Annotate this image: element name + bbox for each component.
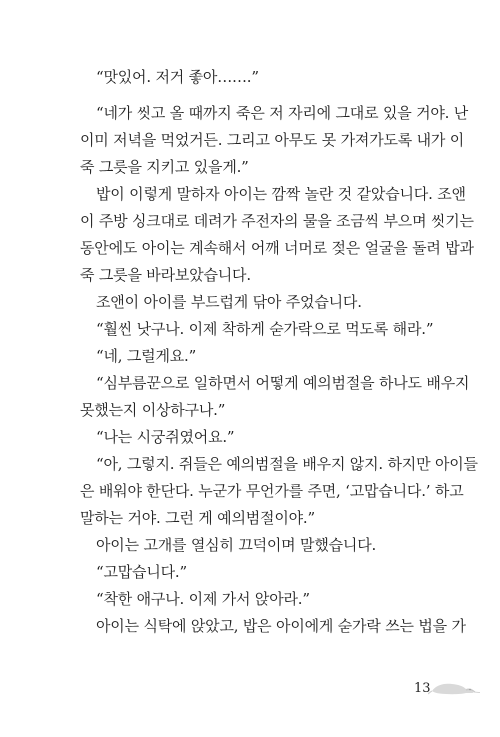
text-line-19: “고맙습니다.” bbox=[96, 563, 187, 581]
text-line-6: 이 주방 싱크대로 데려가 주전자의 물을 조금씩 부으며 씻기는 bbox=[80, 212, 474, 230]
text-line-17: 말하는 거야. 그런 게 예의범절이야.” bbox=[80, 509, 315, 527]
text-line-2: “네가 씻고 올 때까지 죽은 저 자리에 그대로 있을 거야. 난 bbox=[96, 104, 469, 122]
text-line-20: “착한 애구나. 이제 가서 앉아라.” bbox=[96, 590, 310, 608]
text-line-5: 밥이 이렇게 말하자 아이는 깜짝 놀란 것 같았습니다. 조앤 bbox=[96, 185, 466, 203]
text-line-14: “나는 시궁쥐였어요.” bbox=[96, 428, 235, 446]
mouse-icon bbox=[428, 676, 490, 698]
text-line-18: 아이는 고개를 열심히 끄덕이며 말했습니다. bbox=[96, 536, 377, 554]
text-line-12: “심부름꾼으로 일하면서 어떻게 예의범절을 하나도 배우지 bbox=[96, 374, 470, 392]
text-line-15: “아, 그렇지. 쥐들은 예의범절을 배우지 않지. 하지만 아이들 bbox=[96, 455, 478, 473]
text-line-10: “훨씬 낫구나. 이제 착하게 숟가락으로 먹도록 해라.” bbox=[96, 320, 434, 338]
text-line-4: 죽 그릇을 지키고 있을게.” bbox=[80, 158, 249, 176]
text-line-3: 이미 저녁을 먹었거든. 그리고 아무도 못 가져가도록 내가 이 bbox=[80, 131, 465, 149]
text-line-11: “네, 그럴게요.” bbox=[96, 347, 197, 365]
text-line-13: 못했는지 이상하구나.” bbox=[80, 401, 226, 419]
text-line-8: 죽 그릇을 바라보았습니다. bbox=[80, 266, 251, 284]
page-number: 13 bbox=[414, 681, 431, 696]
text-line-1: “맛있어. 저거 좋아…….” bbox=[96, 68, 259, 86]
text-line-21: 아이는 식탁에 앉았고, 밥은 아이에게 숟가락 쓰는 법을 가 bbox=[96, 617, 466, 635]
text-line-16: 은 배워야 한단다. 누군가 무언가를 주면, ‘고맙습니다.’ 하고 bbox=[80, 482, 464, 500]
text-line-9: 조앤이 아이를 부드럽게 닦아 주었습니다. bbox=[96, 293, 362, 311]
text-line-7: 동안에도 아이는 계속해서 어깨 너머로 젖은 얼굴을 돌려 밥과 bbox=[80, 239, 474, 257]
